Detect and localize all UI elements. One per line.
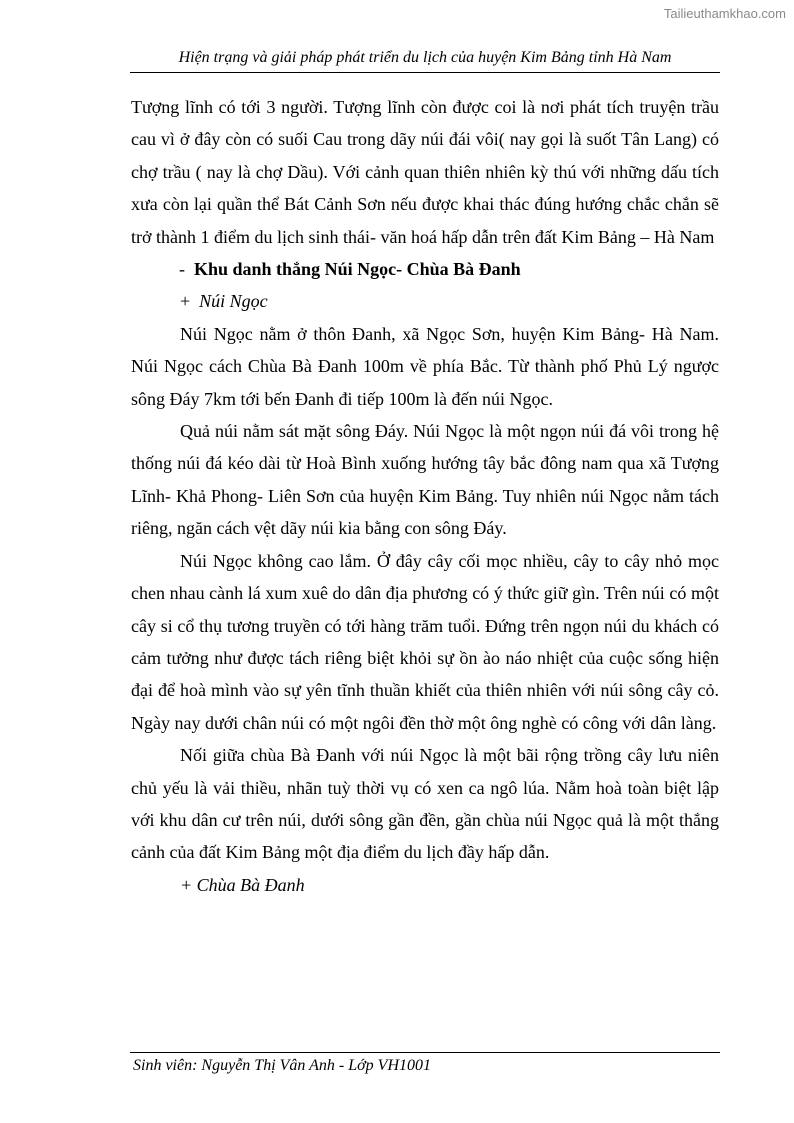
header-divider: [130, 72, 720, 73]
footer-author: Sinh viên: Nguyễn Thị Vân Anh - Lớp VH1001: [133, 1057, 431, 1074]
watermark: Tailieuthamkhao.com: [663, 6, 786, 21]
section-dash: -: [179, 259, 185, 280]
subsection-nui-ngoc-label: Núi Ngọc: [199, 291, 268, 312]
subsection-chua-ba-danh: + Chùa Bà Đanh: [180, 874, 305, 895]
footer-divider: [130, 1052, 720, 1053]
subsection-nui-ngoc: [131, 285, 719, 317]
paragraph-1: Núi Ngọc nằm ở thôn Đanh, xã Ngọc Sơn, huyện Kim Bảng- Hà Nam. Núi Ngọc cách Chùa Bà Đanh 100m về phía Bắc. Từ thành phố Phủ Lý ngược sông Đáy 7km tới bến Đanh đi tiếp 100m là đến núi Ngọc.: [131, 323, 719, 409]
paragraph-2: Quả núi nằm sát mặt sông Đáy. Núi Ngọc là một ngọn núi đá vôi trong hệ thống núi đá kéo dài từ Hoà Bình xuống hướng tây bắc đông nam qua xã Tượng Lĩnh- Khả Phong- Liên Sơn của huyện Kim Bảng. Tuy nhiên núi Ngọc nằm tách riêng, ngăn cách vệt dãy núi kia bằng con sông Đáy.: [131, 421, 719, 539]
page-body: [131, 91, 719, 901]
section-heading-text: Khu danh thắng Núi Ngọc- Chùa Bà Đanh: [194, 259, 521, 280]
running-header: Hiện trạng và giải pháp phát triển du lịch của huyện Kim Bảng tỉnh Hà Nam: [178, 49, 672, 66]
section-heading: [131, 253, 719, 285]
subsection-plus: +: [180, 291, 191, 312]
intro-paragraph: Tượng lĩnh có tới 3 người. Tượng lĩnh còn được coi là nơi phát tích truyện trầu cau vì ở đây còn có suối Cau trong dãy núi đái vôi( nay gọi là suốt Tân Lang) có chợ trầu ( nay là chợ Dầu). Với cảnh quan thiên nhiên kỳ thú với những dấu tích xưa còn lại quần thể Bát Cảnh Sơn nếu được khai thác đúng hướng chắc chắn sẽ trở thành 1 điểm du lịch sinh thái- văn hoá hấp dẫn trên đất Kim Bảng – Hà Nam: [131, 97, 719, 247]
paragraph-3: Núi Ngọc không cao lắm. Ở đây cây cối mọc nhiều, cây to cây nhỏ mọc chen nhau cành lá xum xuê do dân địa phương có ý thức giữ gìn. Trên núi có một cây si cổ thụ tương truyền có tới hàng trăm tuổi. Đứng trên ngọn núi du khách có cảm tưởng như được tách riêng biệt khỏi sự ồn ào náo nhiệt của cuộc sống hiện đại để hoà mình vào sự yên tĩnh thuần khiết của thiên nhiên với núi sông cây cỏ. Ngày nay dưới chân núi có một ngôi đền thờ một ông nghè có công với dân làng.: [131, 550, 719, 733]
paragraph-4: Nối giữa chùa Bà Đanh với núi Ngọc là một bãi rộng trồng cây lưu niên chủ yếu là vải thiều, nhãn tuỳ thời vụ có xen ca ngô lúa. Nằm hoà toàn biệt lập với khu dân cư trên núi, dưới sông gần đền, gần chùa núi Ngọc quả là một thắng cảnh của đất Kim Bảng một địa điểm du lịch đầy hấp dẫn.: [131, 745, 719, 863]
